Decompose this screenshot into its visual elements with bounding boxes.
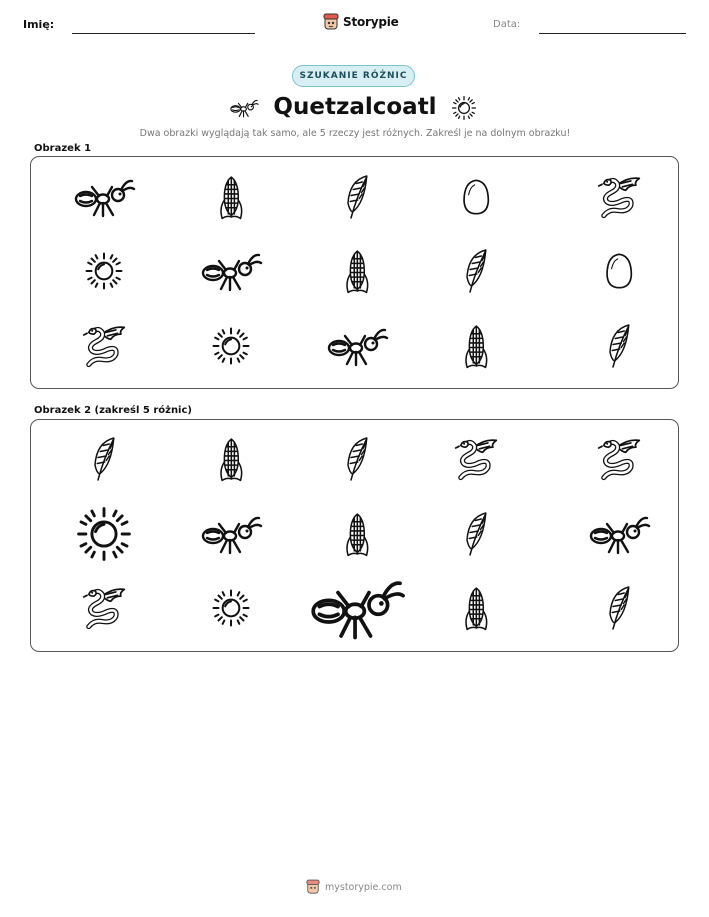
- footer-mascot-icon: [306, 879, 320, 895]
- footer-url: mystorypie.com: [325, 881, 402, 893]
- page-title: Quetzalcoatl: [273, 94, 437, 120]
- picture2-sun-icon[interactable]: [75, 505, 133, 563]
- picture1-feather-icon: [604, 322, 634, 370]
- picture2-serpent-icon[interactable]: [597, 437, 641, 481]
- name-label: Imię:: [23, 18, 55, 31]
- name-field[interactable]: [72, 33, 255, 34]
- picture2-corn-icon[interactable]: [461, 585, 492, 631]
- picture1-sun-icon: [211, 326, 251, 366]
- picture1-serpent-icon: [597, 175, 641, 219]
- activity-badge: SZUKANIE RÓŻNIC: [292, 65, 415, 87]
- picture2-corn-icon[interactable]: [342, 511, 373, 557]
- picture1-corn-icon: [461, 323, 492, 369]
- picture2-serpent-icon[interactable]: [454, 437, 498, 481]
- picture1-serpent-icon: [82, 324, 126, 368]
- footer: [306, 879, 402, 895]
- logo-mascot-icon: [323, 13, 339, 31]
- date-label: Data:: [493, 19, 521, 30]
- picture1-ant-icon: [325, 324, 389, 368]
- picture1-ant-icon: [199, 249, 263, 293]
- picture2-feather-icon[interactable]: [461, 510, 491, 558]
- logo-text: Storypie: [343, 15, 399, 29]
- picture2-feather-icon[interactable]: [604, 584, 634, 632]
- title-sun-icon: [451, 95, 477, 125]
- storypie-logo: [323, 12, 399, 32]
- picture1-label: Obrazek 1: [34, 143, 92, 154]
- picture1-egg-icon: [461, 178, 491, 216]
- picture2-corn-icon[interactable]: [216, 436, 247, 482]
- picture2-ant-icon[interactable]: [587, 512, 651, 556]
- picture2-serpent-icon[interactable]: [82, 586, 126, 630]
- instructions: Dwa obrazki wyglądają tak samo, ale 5 rzeczy jest różnych. Zakreśl je na dolnym obrazku!: [139, 128, 571, 139]
- picture1-corn-icon: [342, 248, 373, 294]
- picture1-feather-icon: [342, 173, 372, 221]
- picture2-ant-icon[interactable]: [307, 574, 406, 642]
- picture2-feather-icon[interactable]: [89, 435, 119, 483]
- picture1-ant-icon: [72, 175, 136, 219]
- picture1-corn-icon: [216, 174, 247, 220]
- picture2-ant-icon[interactable]: [199, 512, 263, 556]
- date-field[interactable]: [539, 33, 686, 34]
- picture1-feather-icon: [461, 247, 491, 295]
- picture2-sun-icon[interactable]: [211, 588, 251, 628]
- picture2-label: Obrazek 2 (zakreśl 5 różnic): [34, 405, 192, 416]
- picture1-egg-icon: [604, 252, 634, 290]
- picture2-feather-icon[interactable]: [342, 435, 372, 483]
- picture1-sun-icon: [84, 251, 124, 291]
